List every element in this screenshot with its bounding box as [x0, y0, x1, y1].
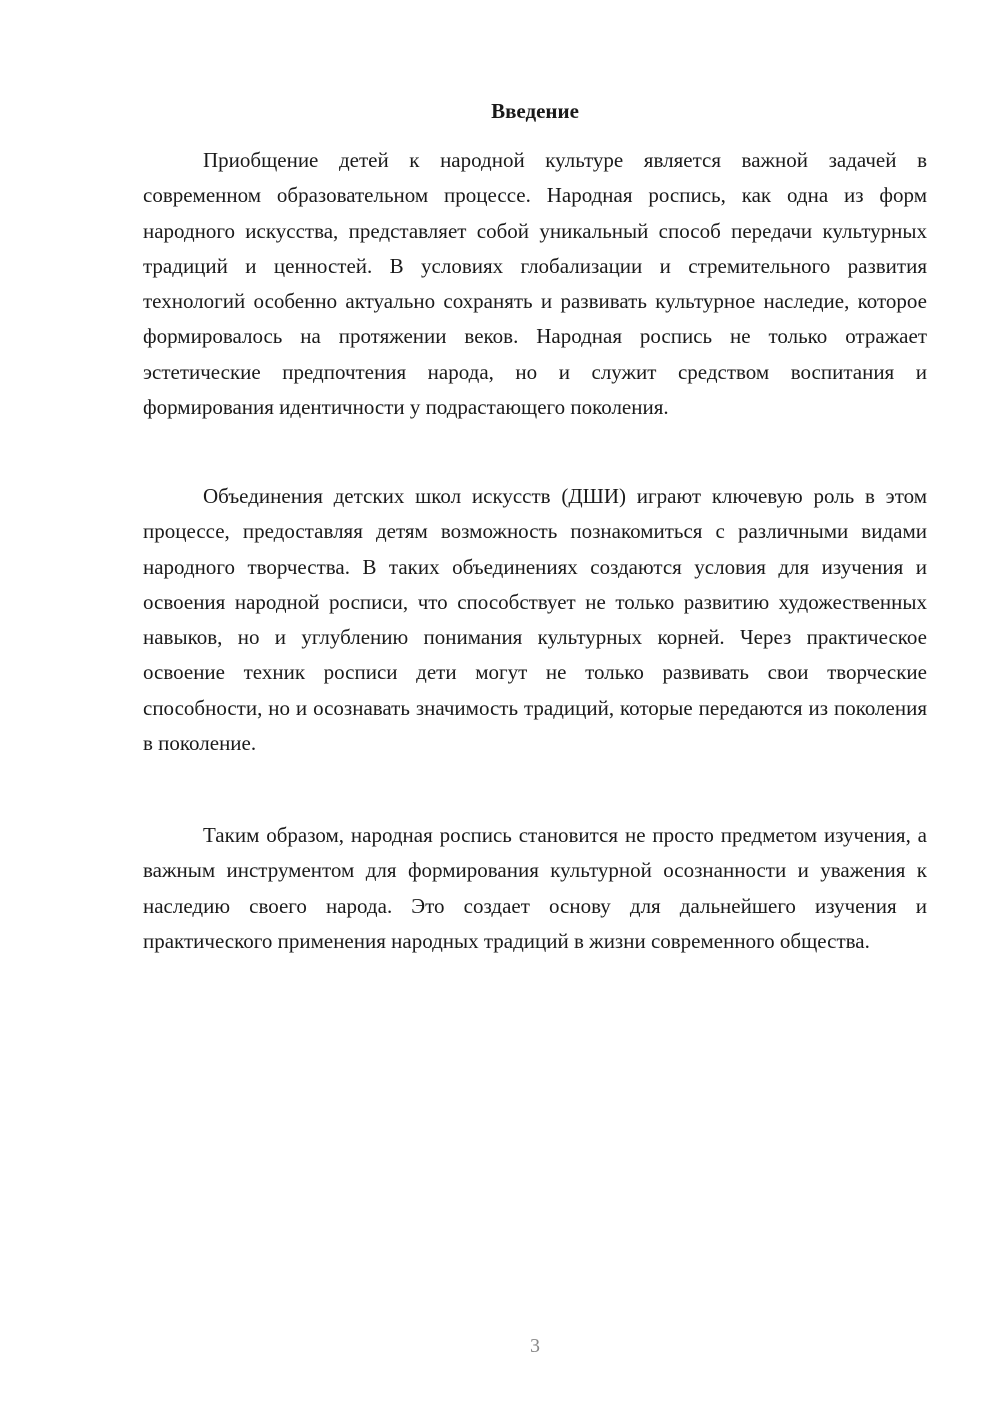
paragraph-1: Приобщение детей к народной культуре является важной задачей в современном образовательном процессе. Народная роспись, как одна из форм народного искусства, представляет собой уникальный способ передачи культурных традиций и ценностей. В условиях глобализации и стремительного развития технологий особенно актуально сохранять и развивать культурное наследие, которое формировалось на протяжении веков. Народная роспись не только отражает эстетические предпочтения народа, но и служит средством воспитания и формирования идентичности у подрастающего поколения. — [143, 148, 927, 420]
paragraph-block — [143, 479, 927, 761]
paragraph-block — [143, 143, 927, 425]
paragraph-block — [143, 818, 927, 959]
section-heading: Введение — [491, 99, 579, 123]
paragraph-3: Таким образом, народная роспись становится не просто предметом изучения, а важным инструментом для формирования культурной осознанности и уважения к наследию своего народа. Это создает основу для дальнейшего изучения и практического применения народных традиций в жизни современного общества. — [143, 823, 927, 953]
page-number: 3 — [530, 1335, 540, 1357]
paragraph-2: Объединения детских школ искусств (ДШИ) играют ключевую роль в этом процессе, предоставляя детям возможность познакомиться с различными видами народного творчества. В таких объединениях создаются условия для изучения и освоения народной росписи, что способствует не только развитию художественных навыков, но и углублению понимания культурных корней. Через практическое освоение техник росписи дети могут не только развивать свои творческие способности, но и осознавать значимость традиций, которые передаются из поколения в поколение. — [143, 484, 927, 756]
